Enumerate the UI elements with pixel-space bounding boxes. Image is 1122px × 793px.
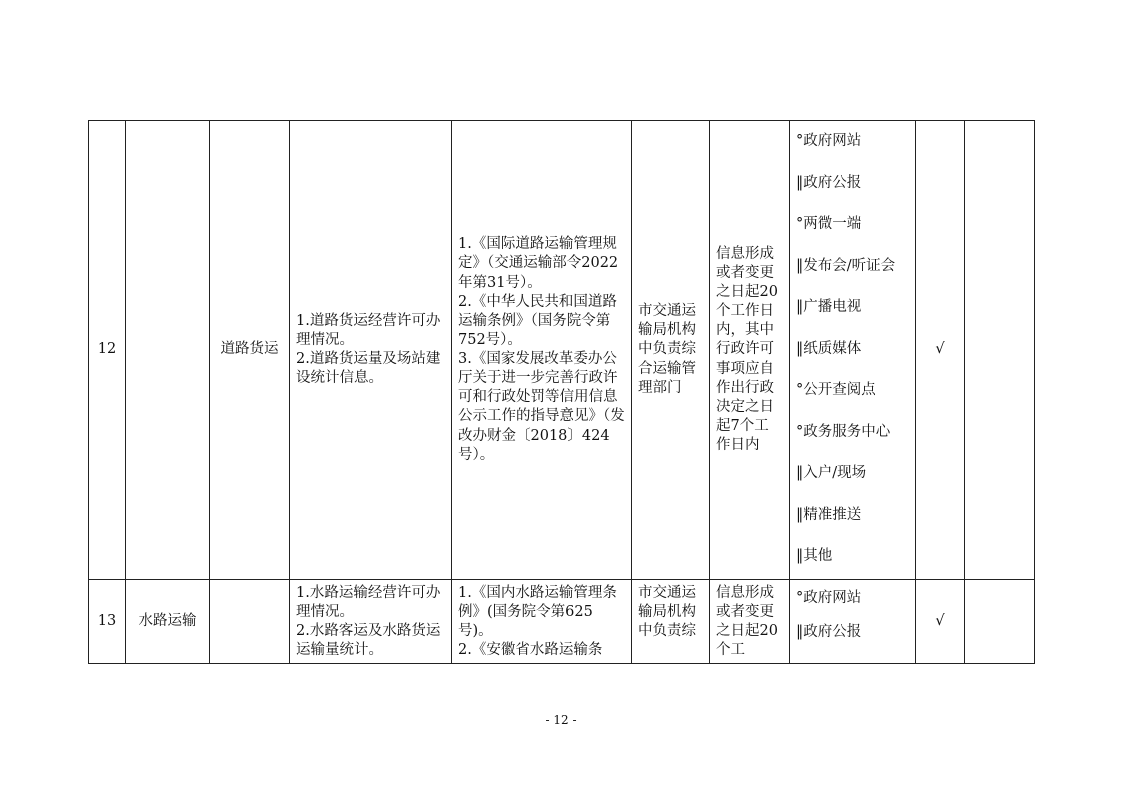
subject-cell: 市交通运输局机构中负责综 <box>632 580 710 664</box>
channel-option: ‖精准推送 <box>796 506 862 523</box>
item-cell <box>210 580 290 664</box>
page-number: - 12 - <box>545 713 577 727</box>
subject-cell: 市交通运输局机构中负责综合运输管理部门 <box>632 121 710 580</box>
check-mark: √ <box>916 580 965 664</box>
channel-option: ‖政府公报 <box>796 174 862 191</box>
channel-option: ‖入户/现场 <box>796 465 867 481</box>
category-cell: 水路运输 <box>126 580 210 664</box>
extra-cell <box>965 121 1035 580</box>
table-row <box>89 580 1035 664</box>
channels-cell <box>790 580 916 664</box>
channel-option: ‖其他 <box>796 548 833 564</box>
content-cell: 1.道路货运经营许可办理情况。 2.道路货运量及场站建设统计信息。 <box>290 121 452 580</box>
item-cell: 道路货运 <box>210 121 290 580</box>
channel-option: °政务服务中心 <box>796 423 891 440</box>
channel-option: °两微一端 <box>796 216 862 232</box>
channel-option: ‖广播电视 <box>796 299 862 315</box>
table-row <box>89 121 1035 580</box>
extra-cell <box>965 580 1035 664</box>
row-number: 13 <box>89 580 126 664</box>
channel-option: ‖发布会/听证会 <box>796 257 896 274</box>
basis-cell: 1.《国际道路运输管理规定》（交通运输部令2022年第31号）。 2.《中华人民共和国道路运输条例》（国务院令第752号）。 3.《国家发展改革委办公厅关于进一步完善行政许可和行政处罚等信用信息公示工作的指导意见》（发改办财金〔2018〕424号）。 <box>452 121 632 580</box>
row-number: 12 <box>89 121 126 580</box>
channel-option: ‖纸质媒体 <box>796 340 862 357</box>
disclosure-table <box>88 120 1035 664</box>
category-cell <box>126 121 210 580</box>
channels-cell <box>790 121 916 580</box>
channel-option: °政府网站 <box>796 133 862 149</box>
channel-option: °政府网站 <box>796 590 862 606</box>
timeline-cell: 信息形成或者变更之日起20个工作日内，其中行政许可事项应自作出行政决定之日起7个工作日内 <box>710 121 790 580</box>
basis-cell: 1.《国内水路运输管理条例》(国务院令第625号)。 2.《安徽省水路运输条 <box>452 580 632 664</box>
timeline-cell: 信息形成或者变更之日起20个工 <box>710 580 790 664</box>
channel-option: °公开查阅点 <box>796 382 876 398</box>
channel-option: ‖政府公报 <box>796 624 862 640</box>
check-mark: √ <box>916 121 965 580</box>
content-cell: 1.水路运输经营许可办理情况。 2.水路客运及水路货运运输量统计。 <box>290 580 452 664</box>
